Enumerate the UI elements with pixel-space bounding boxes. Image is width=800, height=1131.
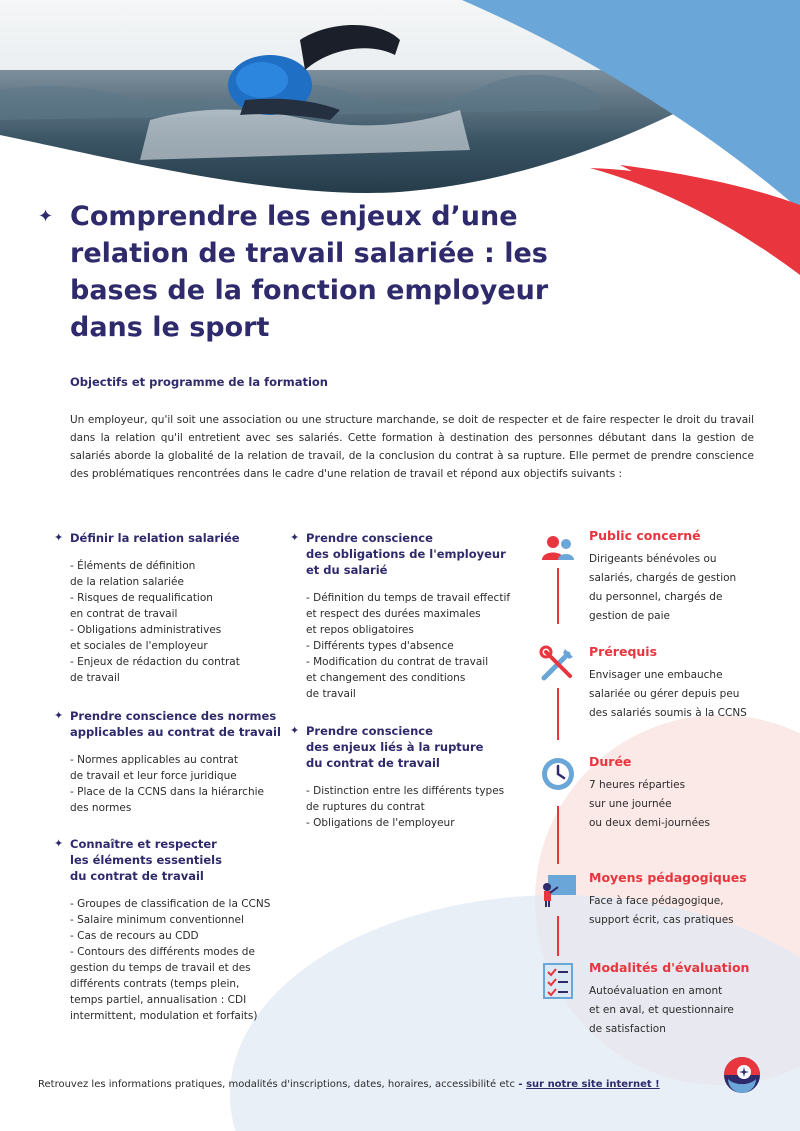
info-title: Prérequis (589, 644, 658, 659)
objective-section (290, 530, 530, 702)
page-title: Comprendre les enjeux d’une relation de travail salariée : les bases de la fonction employeur dans le sport (70, 201, 549, 343)
objective-list (306, 590, 530, 702)
list-item: - Obligations de l'employeur (306, 817, 455, 829)
footer (38, 1079, 660, 1090)
star-bullet-icon: ✦ (54, 837, 64, 850)
list-item: - Différents types d'absence (306, 640, 454, 652)
objective-section (54, 708, 294, 816)
title-star-icon: ✦ (38, 206, 54, 227)
star-bullet-icon: ✦ (290, 531, 300, 544)
info-text: Dirigeants bénévoles ou salariés, chargés de gestion du personnel, chargés de gestion de paie (589, 553, 737, 622)
objective-list (70, 558, 294, 686)
objective-list (70, 752, 294, 816)
info-title: Public concerné (589, 528, 701, 543)
objective-list (306, 783, 530, 831)
divider-line (557, 806, 559, 864)
teacher-board-icon (538, 870, 578, 910)
info-title: Durée (589, 754, 632, 769)
list-item: - Risques de requalification en contrat de travail (70, 592, 213, 620)
info-text: Envisager une embauche salariée ou gérer depuis peu des salariés soumis à la CCNS (589, 669, 747, 719)
star-bullet-icon: ✦ (54, 709, 64, 722)
intro-paragraph: Un employeur, qu'il soit une association ou une structure marchande, se doit de respecter et de faire respecter le droit du travail dans la relation qu'il entretient avec ses salariés. Cette formation à destination des personnes débutant dans la gestion de salariés aborde la globalité de la relation de travail, de la conclusion du contrat à sa rupture. Elle permet de prendre conscience des problématiques rencontrées dans le cadre d'une relation de travail et répond aux objectifs suivants : (70, 414, 754, 480)
list-item: - Enjeux de rédaction du contrat de travail (70, 656, 240, 684)
divider-line (557, 568, 559, 624)
section-subheading: Objectifs et programme de la formation (70, 375, 328, 389)
divider-line (557, 916, 559, 956)
people-icon (538, 528, 578, 568)
info-title: Moyens pédagogiques (589, 870, 747, 885)
divider-line (557, 688, 559, 740)
list-item: - Modification du contrat de travail et changement des conditions de travail (306, 656, 489, 700)
list-item: - Place de la CCNS dans la hiérarchie des normes (70, 786, 264, 814)
objective-title: Prendre conscience des enjeux liés à la rupture du contrat de travail (306, 724, 484, 770)
list-item: - Salaire minimum conventionnel (70, 914, 244, 926)
list-item: - Distinction entre les différents types de ruptures du contrat (306, 785, 505, 813)
brand-logo-icon (722, 1055, 762, 1095)
list-item: - Obligations administratives et sociales de l'employeur (70, 624, 222, 652)
tools-icon (538, 644, 578, 684)
list-item: - Éléments de définition de la relation salariée (70, 560, 196, 588)
clock-icon (538, 754, 578, 794)
star-bullet-icon: ✦ (290, 724, 300, 737)
checklist-icon (538, 960, 578, 1000)
objective-section (54, 836, 294, 1024)
objective-list (70, 896, 294, 1024)
list-item: - Normes applicables au contrat de travail et leur force juridique (70, 754, 238, 782)
info-text: Autoévaluation en amont et en aval, et questionnaire de satisfaction (589, 985, 734, 1035)
objective-section (54, 530, 294, 686)
objective-title: Définir la relation salariée (70, 531, 240, 545)
info-column (536, 520, 800, 1050)
objective-section (290, 723, 530, 831)
website-link[interactable]: sur notre site internet ! (526, 1079, 660, 1090)
list-item: - Cas de recours au CDD (70, 930, 199, 942)
list-item: - Définition du temps de travail effectif et respect des durées maximales et repos obligatoires (306, 592, 511, 636)
footer-text: Retrouvez les informations pratiques, modalités d'inscriptions, dates, horaires, accessibilité etc (38, 1079, 515, 1090)
info-text: 7 heures réparties sur une journée ou deux demi-journées (589, 779, 710, 829)
info-text: Face à face pédagogique, support écrit, cas pratiques (589, 895, 734, 926)
objective-title: Prendre conscience des obligations de l'employeur et du salarié (306, 531, 506, 577)
objective-title: Prendre conscience des normes applicables au contrat de travail (70, 709, 281, 739)
footer-dash: - (514, 1079, 527, 1090)
star-bullet-icon: ✦ (54, 531, 64, 544)
objective-title: Connaître et respecter les éléments essentiels du contrat de travail (70, 837, 222, 883)
list-item: - Groupes de classification de la CCNS (70, 898, 271, 910)
info-title: Modalités d'évaluation (589, 960, 750, 975)
list-item: - Contours des différents modes de gestion du temps de travail et des différents contrats (temps plein, temps partiel, annualisation : CDI intermittent, modulation et forfaits) (70, 946, 258, 1022)
